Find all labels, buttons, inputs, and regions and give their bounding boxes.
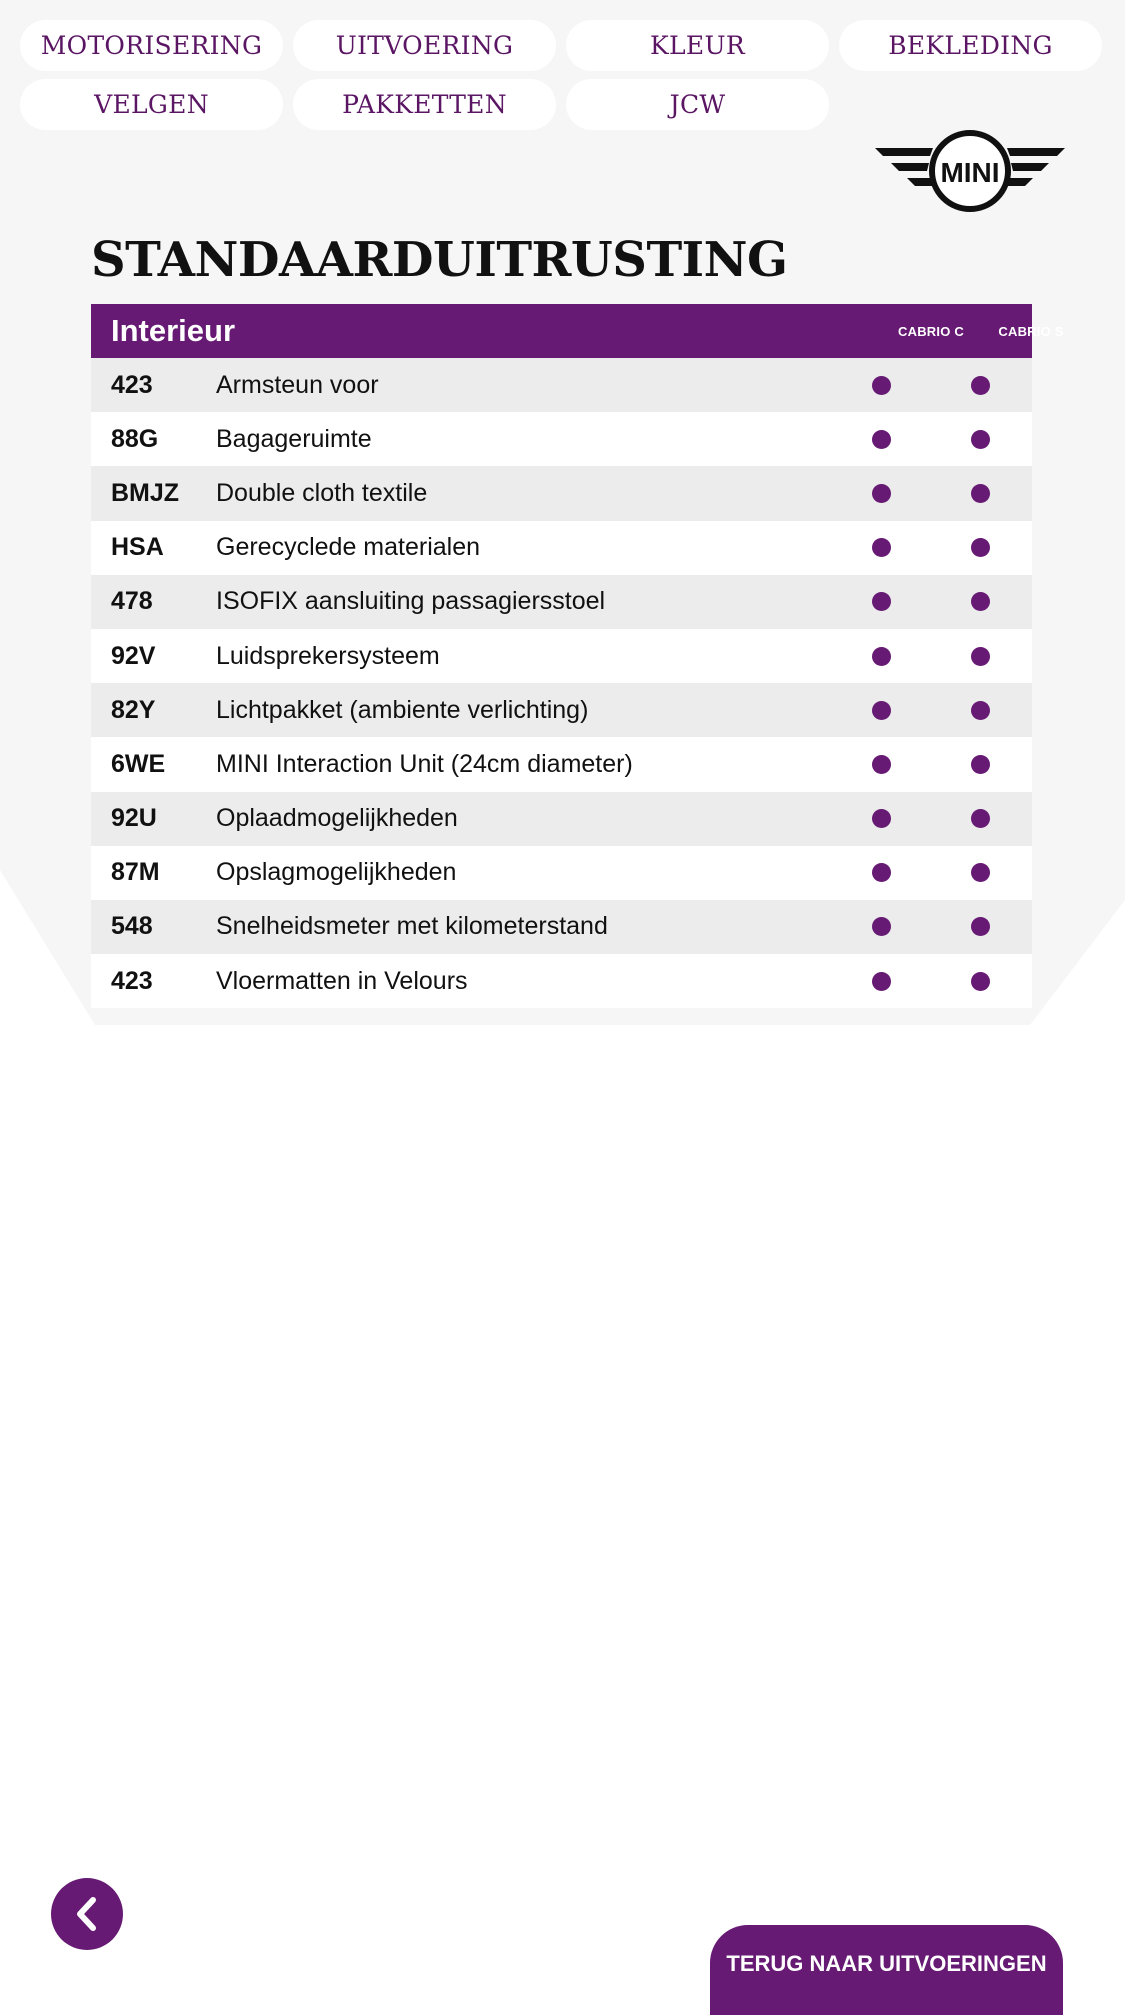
table-row <box>91 412 1032 466</box>
table-header <box>91 304 1064 358</box>
included-dot-cabrio-c <box>872 430 891 449</box>
included-dot-cabrio-s <box>971 917 990 936</box>
option-description: MINI Interaction Unit (24cm diameter) <box>216 749 633 778</box>
option-description: Oplaadmogelijkheden <box>216 804 458 833</box>
nav-bekleding[interactable]: BEKLEDING <box>839 20 1102 71</box>
chevron-left-icon <box>72 1896 102 1932</box>
included-dot-cabrio-s <box>971 430 990 449</box>
nav-kleur[interactable]: KLEUR <box>566 20 829 71</box>
option-code: 6WE <box>111 749 166 778</box>
nav-motorisering[interactable]: MOTORISERING <box>20 20 283 71</box>
included-dot-cabrio-s <box>971 972 990 991</box>
table-row <box>91 629 1032 683</box>
option-code: 87M <box>111 858 160 887</box>
table-row <box>91 792 1032 846</box>
included-dot-cabrio-c <box>872 809 891 828</box>
option-code: 92U <box>111 804 157 833</box>
option-description: Gerecyclede materialen <box>216 533 481 562</box>
category-nav <box>20 20 1105 130</box>
return-to-versions-button[interactable]: TERUG NAAR UITVOERINGEN <box>710 1925 1063 2015</box>
table-row <box>91 737 1032 791</box>
option-code: 82Y <box>111 695 156 724</box>
option-description: Opslagmogelijkheden <box>216 858 457 887</box>
nav-uitvoering[interactable]: UITVOERING <box>293 20 556 71</box>
included-dot-cabrio-s <box>971 755 990 774</box>
table-row <box>91 521 1032 575</box>
nav-velgen[interactable]: VELGEN <box>20 79 283 130</box>
table-row <box>91 683 1032 737</box>
included-dot-cabrio-s <box>971 863 990 882</box>
option-code: 92V <box>111 641 156 670</box>
table-row <box>91 900 1032 954</box>
table-body <box>91 358 1032 1008</box>
column-header-cabrio-c: CABRIO C <box>898 323 964 339</box>
included-dot-cabrio-c <box>872 484 891 503</box>
option-code: 478 <box>111 587 153 616</box>
option-description: Armsteun voor <box>216 370 379 399</box>
logo-text: MINI <box>940 157 1000 188</box>
nav-pakketten[interactable]: PAKKETTEN <box>293 79 556 130</box>
included-dot-cabrio-s <box>971 701 990 720</box>
option-description: Bagageruimte <box>216 424 372 453</box>
table-row <box>91 575 1032 629</box>
included-dot-cabrio-s <box>971 592 990 611</box>
table-row <box>91 358 1032 412</box>
included-dot-cabrio-c <box>872 755 891 774</box>
option-description: ISOFIX aansluiting passagiersstoel <box>216 587 606 616</box>
equipment-table <box>91 304 1064 1008</box>
nav-jcw[interactable]: JCW <box>566 79 829 130</box>
included-dot-cabrio-s <box>971 647 990 666</box>
option-code: 423 <box>111 370 153 399</box>
table-row <box>91 954 1032 1008</box>
back-button[interactable] <box>51 1878 123 1950</box>
included-dot-cabrio-c <box>872 592 891 611</box>
option-code: 88G <box>111 424 159 453</box>
option-description: Lichtpakket (ambiente verlichting) <box>216 695 589 724</box>
included-dot-cabrio-s <box>971 809 990 828</box>
table-row <box>91 466 1032 520</box>
included-dot-cabrio-c <box>872 863 891 882</box>
option-code: 548 <box>111 912 153 941</box>
included-dot-cabrio-s <box>971 484 990 503</box>
option-code: BMJZ <box>111 478 180 507</box>
option-code: HSA <box>111 533 164 562</box>
section-title: Interieur <box>111 313 236 348</box>
included-dot-cabrio-c <box>872 538 891 557</box>
option-description: Double cloth textile <box>216 478 428 507</box>
option-description: Snelheidsmeter met kilometerstand <box>216 912 608 941</box>
table-row <box>91 846 1032 900</box>
included-dot-cabrio-s <box>971 538 990 557</box>
included-dot-cabrio-s <box>971 376 990 395</box>
option-code: 423 <box>111 966 153 995</box>
option-description: Vloermatten in Velours <box>216 966 468 995</box>
column-header-cabrio-s: CABRIO S <box>998 323 1064 339</box>
page-title: STANDAARDUITRUSTING <box>91 232 788 288</box>
included-dot-cabrio-c <box>872 701 891 720</box>
included-dot-cabrio-c <box>872 647 891 666</box>
included-dot-cabrio-c <box>872 376 891 395</box>
included-dot-cabrio-c <box>872 917 891 936</box>
option-description: Luidsprekersysteem <box>216 641 440 670</box>
mini-logo <box>875 128 1065 216</box>
included-dot-cabrio-c <box>872 972 891 991</box>
